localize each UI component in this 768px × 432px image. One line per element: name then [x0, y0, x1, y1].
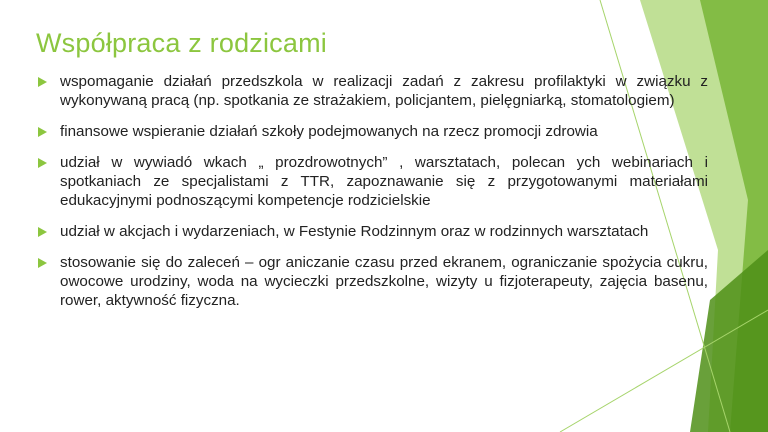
list-item-text: udział w akcjach i wydarzeniach, w Festynie Rodzinnym oraz w rodzinnych warsztatach	[60, 223, 649, 240]
list-item-text: stosowanie się do zaleceń – ogr aniczanie czasu przed ekranem, ograniczanie spożycia cukru, owocowe urodziny, woda na wycieczki przedszkolne, wizyty u fizjoterapeuty, zajęcia basenu, rower, aktywność fizyczna.	[60, 254, 708, 309]
triangle-bullet-icon	[38, 158, 47, 168]
triangle-bullet-icon	[38, 258, 47, 268]
list-item	[36, 153, 708, 210]
bullet-list	[36, 72, 708, 322]
triangle-bullet-icon	[38, 127, 47, 137]
list-item	[36, 253, 708, 310]
list-item	[36, 122, 708, 141]
list-item-text: wspomaganie działań przedszkola w realizacji zadań z zakresu profilaktyki w związku z wykonywaną pracą (np. spotkania ze strażakiem, policjantem, pielęgniarką, stomatologiem)	[60, 73, 708, 109]
list-item-text: finansowe wspieranie działań szkoły podejmowanych na rzecz promocji zdrowia	[60, 123, 598, 140]
list-item	[36, 222, 708, 241]
list-item-text: udział w wywiadó wkach „ prozdrowotnych” , warsztatach, polecan ych webinariach i spotkaniach ze specjalistami z TTR, zapoznawanie się z przygotowanymi materiałami edukacyjnymi podnoszącymi kompetencje rodzicielskie	[60, 154, 708, 209]
triangle-bullet-icon	[38, 77, 47, 87]
triangle-bullet-icon	[38, 227, 47, 237]
list-item	[36, 72, 708, 110]
slide-title: Współpraca z rodzicami	[36, 28, 327, 58]
